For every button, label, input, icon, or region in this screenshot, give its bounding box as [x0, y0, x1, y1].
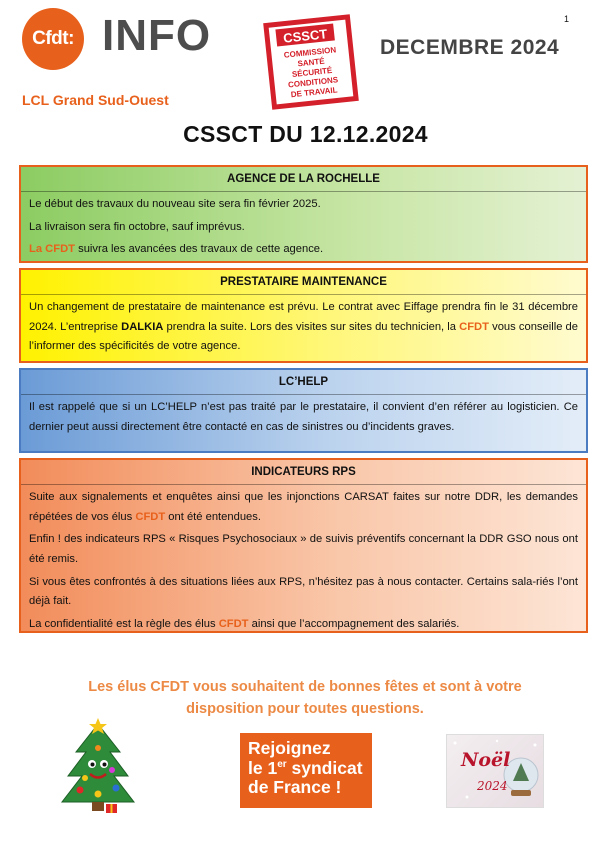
cfdt-highlight: La CFDT	[29, 243, 75, 256]
rps-p1-text-1: Suite aux signalements et enquêtes ainsi que les injonctions CARSAT faites sur notre DDR, les demandes répétées de vos élus	[29, 491, 578, 523]
noel-title: Noël	[461, 749, 511, 771]
company-name: DALKIA	[121, 320, 164, 333]
section-agence-la-rochelle	[19, 165, 588, 263]
section-title: AGENCE DE LA ROCHELLE	[21, 167, 586, 192]
join-union-banner[interactable]	[240, 733, 372, 808]
rps-p1-text-2: ont été entendues.	[165, 510, 261, 523]
join-line-3: de France !	[248, 777, 342, 798]
noel-year: 2024	[477, 779, 508, 793]
cfdt-logo-text: Cfdt:	[32, 28, 74, 49]
section-lc-help	[19, 368, 588, 453]
join-line-2	[248, 759, 366, 779]
stamp-line-5: DE TRAVAIL	[290, 85, 338, 100]
section-prestataire-maintenance	[19, 268, 588, 363]
stamp-line-1: COMMISSION	[283, 45, 337, 60]
holiday-message-line-1: Les élus CFDT vous souhaitent de bonnes fêtes et sont à votre	[88, 679, 522, 695]
join-line-2-sup: er	[277, 758, 287, 770]
stamp-line-2: SANTÉ	[297, 56, 326, 69]
holiday-message	[30, 676, 580, 721]
agence-paragraph-3	[29, 240, 578, 260]
info-title: INFO	[102, 11, 212, 60]
section-title: PRESTATAIRE MAINTENANCE	[21, 270, 586, 295]
page-number: 1	[564, 14, 570, 24]
cfdt-highlight: CFDT	[135, 510, 166, 523]
agence-paragraph-2: La livraison sera fin octobre, sauf imprévus.	[29, 220, 245, 233]
prestataire-text-3: vous conseille de l’informer des spécificités de votre agence.	[29, 320, 578, 353]
join-line-2b: syndicat	[286, 757, 363, 778]
cssct-stamp	[263, 14, 360, 111]
region-label: LCL Grand Sud-Ouest	[22, 92, 169, 108]
snow-globe-icon	[447, 735, 543, 807]
rps-p4-text-1: La confidentialité est la règle des élus	[29, 617, 219, 630]
cfdt-logo	[22, 8, 84, 70]
stamp-title: CSSCT	[282, 26, 328, 46]
issue-date: DECEMBRE 2024	[380, 36, 560, 59]
section-title: LC’HELP	[21, 370, 586, 395]
cfdt-highlight: CFDT	[459, 320, 489, 333]
join-line-2a: le 1	[248, 757, 278, 778]
join-line-1: Rejoignez	[248, 738, 331, 758]
cfdt-highlight: CFDT	[218, 617, 249, 630]
rps-paragraph-2: Enfin ! des indicateurs RPS « Risques Psychosociaux » de suivis préventifs concernant la DDR GSO nous ont été remis.	[29, 533, 578, 565]
rps-p4-text-2: ainsi que l’accompagnement des salariés.	[248, 617, 460, 630]
rps-paragraph-3: Si vous êtes confrontés à des situations liées aux RPS, n’hésitez pas à nous contacter. Certains sala-riés l’ont déjà fait.	[29, 575, 578, 608]
section-title: INDICATEURS RPS	[21, 460, 586, 485]
page-title: CSSCT DU 12.12.2024	[183, 121, 428, 147]
noel-card-image	[446, 734, 544, 808]
prestataire-text-2: prendra la suite. Lors des visites sur sites du technicien, la	[163, 320, 460, 333]
holiday-message-line-2: disposition pour toutes questions.	[186, 701, 424, 718]
prestataire-paragraph	[29, 298, 578, 357]
stamp-line-3: SÉCURITÉ	[291, 65, 333, 80]
agence-paragraph-1: Le début des travaux du nouveau site sera fin février 2025.	[29, 198, 321, 211]
lchelp-paragraph: Il est rappelé que si un LC’HELP n’est pas traité par le prestataire, il convient d’en référer au logisticien. Ce dernier peut aussi directement être contacté en cas de sinistres ou d’incidents graves.	[29, 401, 578, 433]
christmas-tree-icon	[58, 718, 138, 816]
section-indicateurs-rps	[19, 458, 588, 633]
prestataire-text-1: Un changement de prestataire de maintenance est prévu. Le contrat avec Eiffage prendra fin le 31 décembre 2024. L’entreprise	[29, 301, 578, 333]
agence-paragraph-3-text: suivra les avancées des travaux de cette agence.	[75, 243, 324, 256]
stamp-line-4: CONDITIONS	[287, 75, 339, 90]
rps-paragraph-1	[29, 488, 578, 527]
rps-paragraph-4	[29, 615, 578, 635]
